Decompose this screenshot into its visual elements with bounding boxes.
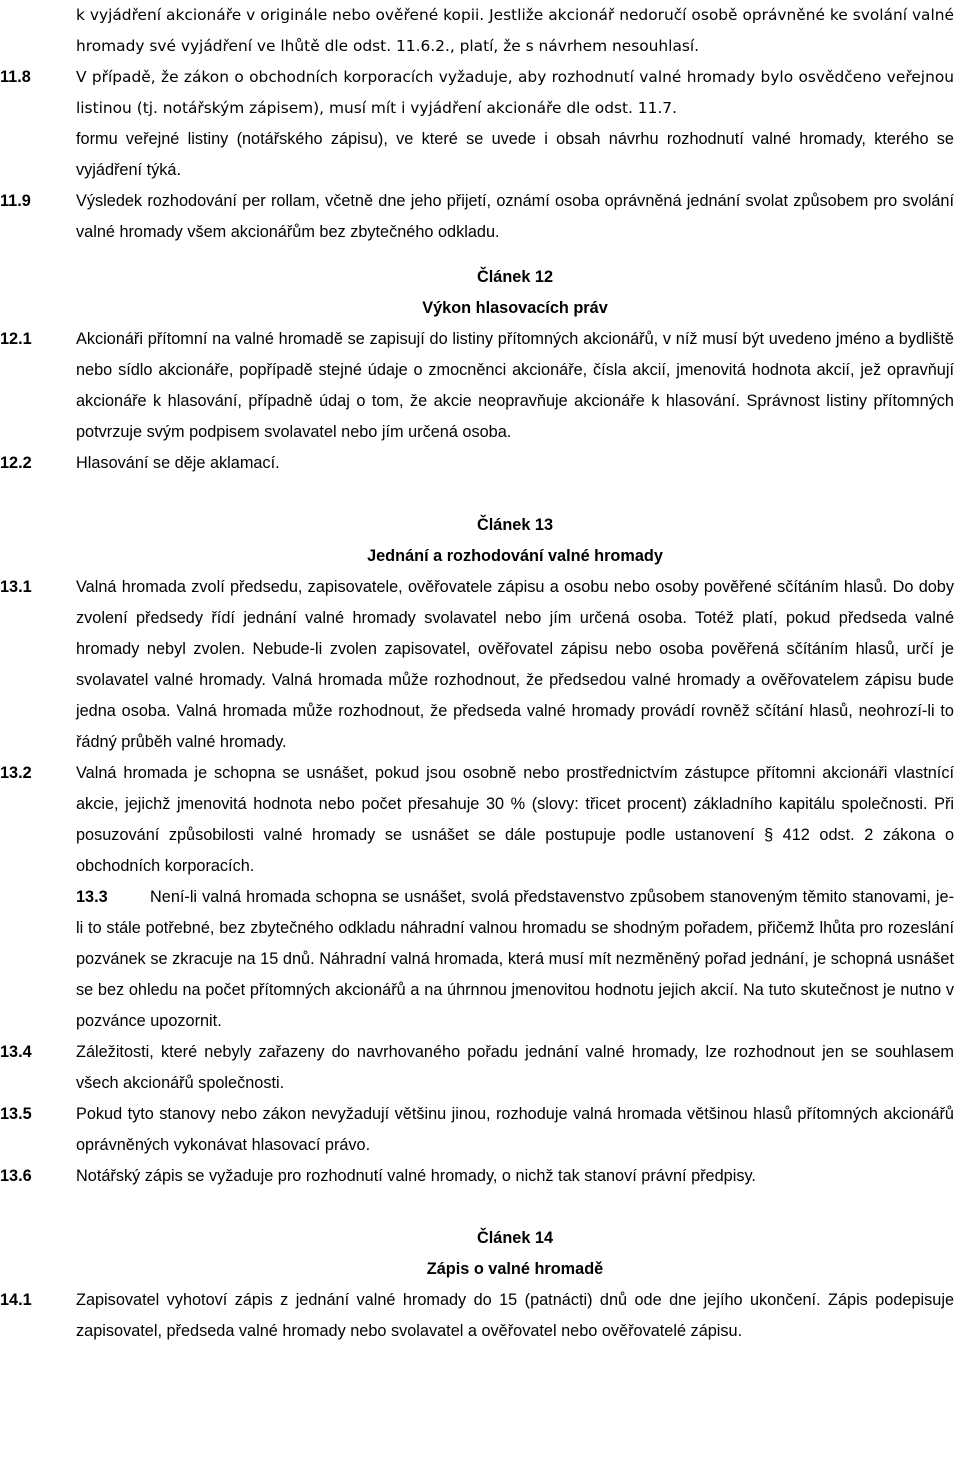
clause-13-1 bbox=[0, 572, 960, 758]
clause-continuation bbox=[0, 0, 960, 62]
clause-number: 11.9 bbox=[0, 192, 31, 210]
clause-text bbox=[76, 882, 954, 1037]
clause-text: Valná hromada zvolí předsedu, zapisovatele, ověřovatele zápisu a osobu nebo osoby pověřené sčítáním hlasů. Do doby zvolení předsedy řídí jednání valné hromady svolavatel nebo jím určená osoba. Totéž platí, pokud předseda valné hromady nebyl zvolen. Nebude-li zvolen zapisovatel, ověřovatel zápisu nebo osoba pověřená sčítáním hlasů, určí je svolavatel valné hromady. Valná hromada může rozhodnout, že předsedou valné hromady a ověřovatelem zápisu bude jedna osoba. Valná hromada může rozhodnout, že předseda valné hromady provádí rovněž sčítání hlasů, neohrozí-li to řádný průběh valné hromady. bbox=[76, 578, 954, 751]
article-title: Článek 13 bbox=[476, 516, 554, 534]
clause-number: 13.6 bbox=[0, 1167, 32, 1185]
clause-number: 12.1 bbox=[0, 330, 32, 348]
article-title: Článek 14 bbox=[476, 1229, 554, 1247]
clause-text: Zapisovatel vyhotoví zápis z jednání valné hromady do 15 (patnácti) dnů ode dne jejího ukončení. Zápis podepisuje zapisovatel, předseda valné hromady nebo svolavatel a ověřovatel nebo ověřovatelé zápisu. bbox=[76, 1291, 954, 1340]
clause-text: Záležitosti, které nebyly zařazeny do navrhovaného pořadu jednání valné hromady, lze rozhodnout jen se souhlasem všech akcionářů společnosti. bbox=[76, 1043, 954, 1092]
clause-text: Pokud tyto stanovy nebo zákon nevyžadují většinu jinou, rozhoduje valná hromada většinou hlasů přítomných akcionářů oprávněných vykonávat hlasovací právo. bbox=[76, 1105, 954, 1154]
clause-14-1 bbox=[0, 1285, 960, 1347]
clause-11-8 bbox=[0, 62, 960, 186]
clause-number: 11.8 bbox=[0, 68, 31, 86]
clause-number: 13.2 bbox=[0, 764, 32, 782]
clause-13-5 bbox=[0, 1099, 960, 1161]
clause-number: 13.5 bbox=[0, 1105, 32, 1123]
clause-text: Hlasování se děje aklamací. bbox=[76, 454, 280, 472]
clause-13-6 bbox=[0, 1161, 960, 1192]
article-subtitle: Zápis o valné hromadě bbox=[426, 1260, 604, 1278]
clause-number: 13.4 bbox=[0, 1043, 32, 1061]
clause-11-9 bbox=[0, 186, 960, 248]
article-subtitle: Jednání a rozhodování valné hromady bbox=[367, 547, 663, 565]
clause-number: 13.3 bbox=[76, 888, 108, 906]
clause-text: Výsledek rozhodování per rollam, včetně dne jeho přijetí, oznámí osoba oprávněná jednání svolat způsobem pro svolání valné hromady všem akcionářům bez zbytečného odkladu. bbox=[76, 192, 954, 241]
clause-13-4 bbox=[0, 1037, 960, 1099]
clause-number: 13.1 bbox=[0, 578, 32, 596]
clause-body: Není-li valná hromada schopna se usnášet, svolá představenstvo způsobem stanoveným těmito stanovami, je-li to stále potřebné, bez zbytečného odkladu náhradní valnou hromadu se shodným pořadem, přičemž lhůta pro rozeslání pozvánek se zkracuje na 15 dnů. Náhradní valná hromada, která musí mít nezměněný pořad jednání, je schopná usnášet se bez ohledu na počet přítomných akcionářů a na úhrnnou jmenovitou hodnotu jejich akcií. Na tuto skutečnost je nutno v pozvánce upozornit. bbox=[76, 888, 954, 1030]
clause-12-2 bbox=[0, 448, 960, 479]
clause-text: Notářský zápis se vyžaduje pro rozhodnutí valné hromady, o nichž tak stanoví právní předpisy. bbox=[76, 1167, 756, 1185]
clause-text: V případě, že zákon o obchodních korporacích vyžaduje, aby rozhodnutí valné hromady bylo osvědčeno veřejnou listinou (tj. notářským zápisem), musí mít i vyjádření akcionáře dle odst. 11.7. bbox=[76, 68, 954, 117]
clause-number: 12.2 bbox=[0, 454, 32, 472]
clause-13-2 bbox=[0, 758, 960, 882]
article-subtitle: Výkon hlasovacích práv bbox=[422, 299, 608, 317]
clause-text: k vyjádření akcionáře v originále nebo ověřené kopii. Jestliže akcionář nedoručí osobě oprávněné ke svolání valné hromady své vyjádření ve lhůtě dle odst. 11.6.2., platí, že s návrhem nesouhlasí. bbox=[76, 6, 954, 55]
clause-text-continued: formu veřejné listiny (notářského zápisu), ve které se uvede i obsah návrhu rozhodnutí valné hromady, kterého se vyjádření týká. bbox=[76, 130, 954, 179]
clause-12-1 bbox=[0, 324, 960, 448]
clause-number: 14.1 bbox=[0, 1291, 32, 1309]
clause-13-3 bbox=[0, 882, 960, 1037]
clause-text: Akcionáři přítomní na valné hromadě se zapisují do listiny přítomných akcionářů, v níž musí být uvedeno jméno a bydliště nebo sídlo akcionáře, popřípadě stejné údaje o zmocněnci akcionáře, čísla akcií, jmenovitá hodnota akcií, jež opravňují akcionáře k hlasování, případně údaj o tom, že akcie neopravňuje akcionáře k hlasování. Správnost listiny přítomných potvrzuje svým podpisem svolavatel nebo jím určená osoba. bbox=[76, 330, 954, 441]
article-title: Článek 12 bbox=[476, 268, 554, 286]
clause-text: Valná hromada je schopna se usnášet, pokud jsou osobně nebo prostřednictvím zástupce přítomni akcionáři vlastnící akcie, jejichž jmenovitá hodnota nebo počet přesahuje 30 % (slovy: třicet procent) základního kapitálu společnosti. Při posuzování způsobilosti valné hromady se usnášet se dále postupuje podle ustanovení § 412 odst. 2 zákona o obchodních korporacích. bbox=[76, 764, 954, 875]
